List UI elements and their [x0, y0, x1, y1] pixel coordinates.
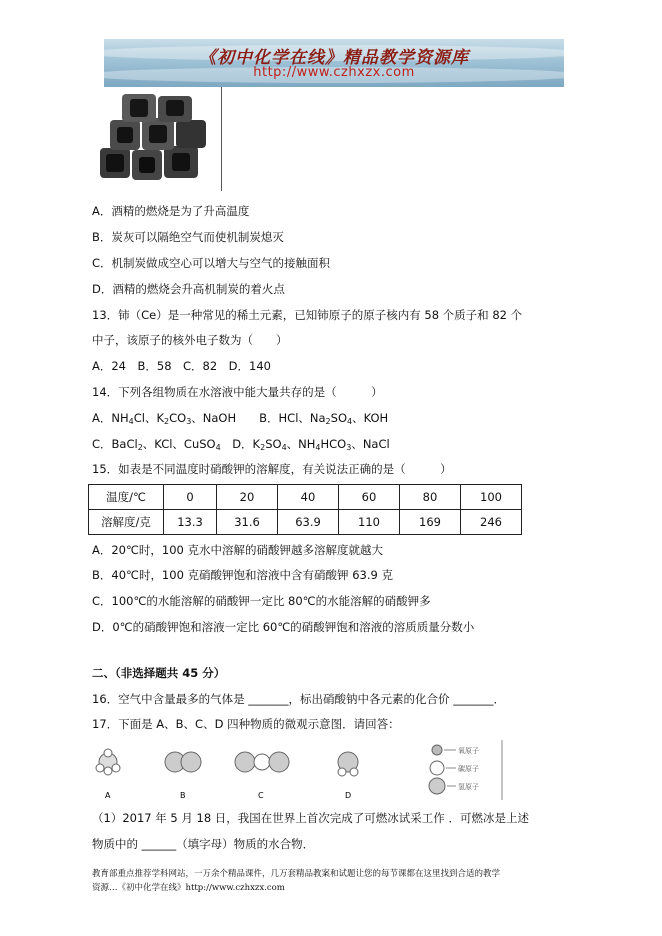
q14-stem: 14．下列各组物质在水溶液中能大量共存的是（ ） [92, 385, 383, 399]
q12-option-b: B．炭灰可以隔绝空气而使机制炭熄灭 [92, 230, 284, 244]
legend-carbon: 碳原子 [458, 765, 479, 773]
q15-option-c: C．100℃的水能溶解的硝酸钾一定比 80℃的水能溶解的硝酸钾多 [92, 594, 431, 608]
q14-options-cd: C．BaCl$_2$、KCl、CuSO$_4$ D．$K_2SO_4$、$NH_4HCO_3$、NaCl [92, 437, 390, 452]
table-cell: 169 [400, 510, 461, 535]
figure-divider [221, 87, 222, 191]
legend-hydrogen: 氢原子 [458, 783, 479, 791]
charcoal-image [92, 90, 222, 190]
label-b: B [180, 791, 186, 800]
table-cell: 0 [164, 485, 217, 510]
legend-oxygen-swatch [432, 745, 442, 755]
legend-hydrogen-swatch [429, 778, 445, 794]
table-cell: 13.3 [164, 510, 217, 535]
molecule-a [96, 749, 120, 775]
section-heading: 二、（非选择题共 45 分） [92, 666, 226, 680]
table-row [89, 510, 522, 535]
q13-stem-line2: 中子，该原子的核外电子数为（ ） [92, 333, 288, 347]
molecule-c [235, 752, 289, 772]
q15-option-b: B．40℃时，100 克硝酸钾饱和溶液中含有硝酸钾 63.9 克 [92, 568, 393, 582]
table-cell: 246 [461, 510, 522, 535]
legend-carbon-swatch [430, 761, 444, 775]
q12-option-c: C．机制炭做成空心可以增大与空气的接触面积 [92, 256, 331, 270]
table-cell: 40 [278, 485, 339, 510]
table-cell: 110 [339, 510, 400, 535]
q17-sub1-line1: （1）2017 年 5 月 18 日，我国在世界上首次完成了可燃冰试采工作 ．可燃冰是上述 [92, 811, 529, 825]
label-a: A [105, 791, 111, 800]
table-cell: 31.6 [217, 510, 278, 535]
table-cell: 63.9 [278, 510, 339, 535]
q17-stem: 17．下面是 A、B、C、D 四种物质的微观示意图．请回答： [92, 717, 400, 731]
table-cell: 60 [339, 485, 400, 510]
table-cell: 20 [217, 485, 278, 510]
q13-stem-line1: 13．铈（Ce）是一种常见的稀土元素，已知铈原子的原子核内有 58 个质子和 82 个 [92, 308, 523, 322]
footer-line1: 教育部重点推荐学科网站，一万余个精品课件，几万套精品教案和试题让您的每节课都在这里找到合适的教学 [92, 869, 501, 879]
q12-option-d: D．酒精的燃烧会升高机制炭的着火点 [92, 282, 285, 296]
q13-options: A．24 B．58 C．82 D．140 [92, 359, 271, 373]
q12-option-a: A．酒精的燃烧是为了升高温度 [92, 204, 250, 218]
q14-options-ab: A．$NH_4Cl$、$K_2CO_3$、NaOH B．HCl、$Na_2SO_4$、KOH [92, 411, 389, 426]
table-cell: 温度/℃ [89, 485, 164, 510]
footer-line2: 资源…《初中化学在线》http://www.czhxzx.com [92, 883, 285, 893]
banner-title: 《初中化学在线》精品教学资源库 [199, 48, 469, 68]
molecule-diagram [92, 740, 512, 804]
label-d: D [345, 791, 352, 800]
label-c: C [258, 791, 264, 800]
table-cell: 溶解度/克 [89, 510, 164, 535]
molecule-b [165, 752, 201, 772]
q16-stem: 16．空气中含量最多的气体是 _______，标出硝酸钠中各元素的化合价 _______． [92, 692, 505, 706]
q15-option-d: D．0℃的硝酸钾饱和溶液一定比 60℃的硝酸钾饱和溶液的溶质质量分数小 [92, 620, 475, 634]
table-cell: 80 [400, 485, 461, 510]
table-row [89, 485, 522, 510]
molecule-d [338, 752, 358, 776]
banner-url: http://www.czhxzx.com [253, 65, 415, 80]
table-cell: 100 [461, 485, 522, 510]
q15-option-a: A．20℃时，100 克水中溶解的硝酸钾越多溶解度就越大 [92, 543, 384, 557]
solubility-table [88, 484, 522, 535]
legend-oxygen: 氧原子 [458, 747, 479, 755]
header-banner [104, 39, 564, 87]
q15-stem: 15．如表是不同温度时硝酸钾的溶解度，有关说法正确的是（ ） [92, 462, 452, 476]
q17-sub1-line2: 物质中的 ______（填字母）物质的水合物． [92, 837, 315, 851]
